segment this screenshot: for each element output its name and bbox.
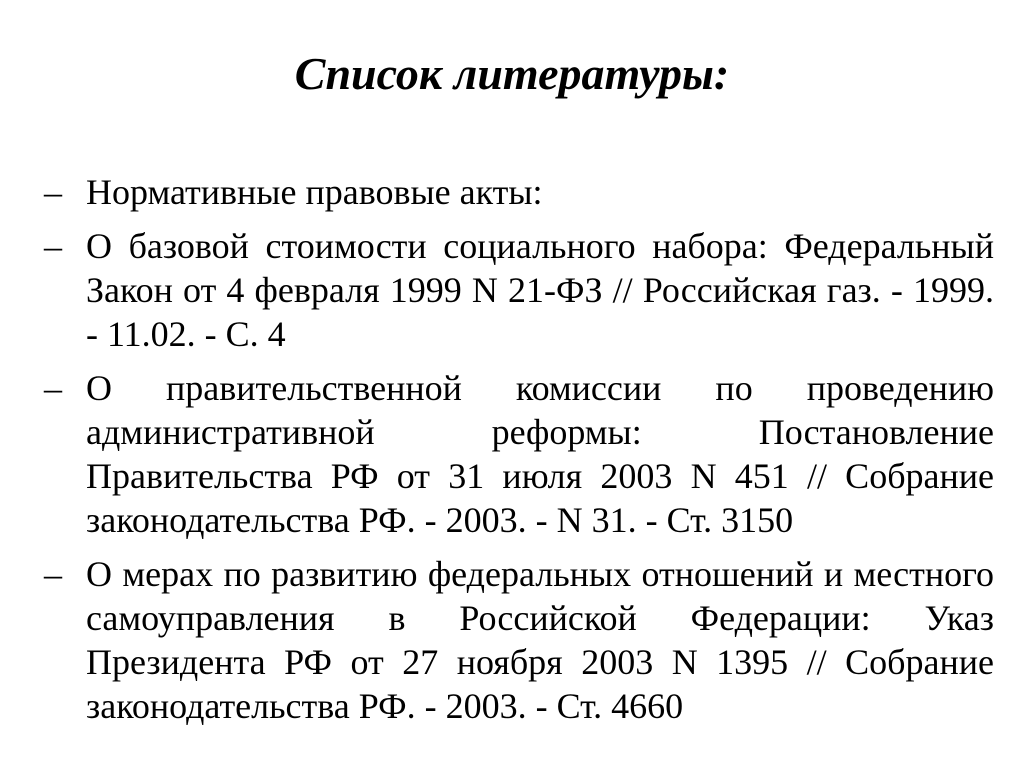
bibliography-list <box>44 170 994 738</box>
bullet-dash: – <box>44 554 62 594</box>
bullet-dash: – <box>44 172 62 212</box>
list-item-text: Нормативные правовые акты: <box>86 172 543 212</box>
slide-title: Список литературы: <box>294 48 730 99</box>
list-item <box>44 552 994 728</box>
bullet-dash: – <box>44 226 62 266</box>
list-item-text: О правительственной комиссии по проведению административной реформы: Постановление Правительства РФ от 31 июля 2003 N 451 // Собрание законодательства РФ. - 2003. - N 31. - Ст. 3150 <box>86 368 994 540</box>
list-item-text: О мерах по развитию федеральных отношений и местного самоуправления в Российской Федерации: Указ Президента РФ от 27 ноября 2003 N 1395 // Собрание законодательства РФ. - 2003. - Ст. 4660 <box>86 554 994 726</box>
bullet-dash: – <box>44 368 62 408</box>
list-item-text: О базовой стоимости социального набора: Федеральный Закон от 4 февраля 1999 N 21-ФЗ // Российская газ. - 1999. - 11.02. - С. 4 <box>86 226 994 354</box>
list-item <box>44 170 994 214</box>
list-item <box>44 366 994 542</box>
list-item <box>44 224 994 356</box>
